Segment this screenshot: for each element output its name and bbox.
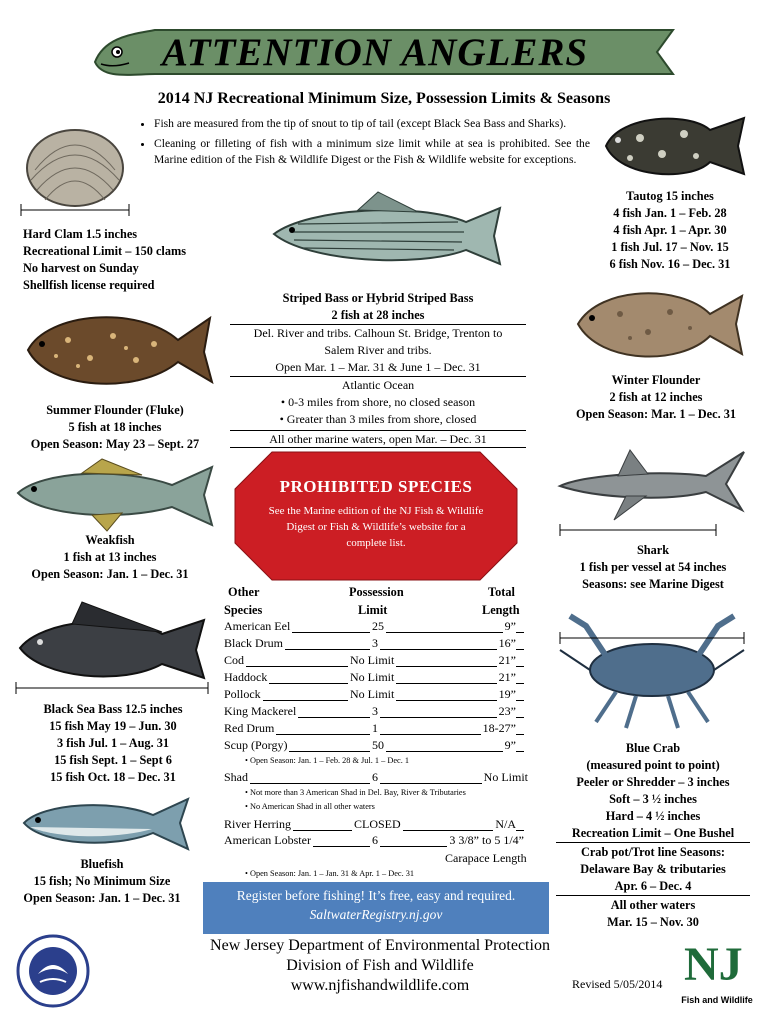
summer-flounder-info: Summer Flounder (Fluke) 5 fish at 18 inches Open Season: May 23 – Sept. 27 — [30, 403, 200, 451]
possession-limit: No Limit — [350, 670, 395, 684]
rule-item: • Cleaning or filleting of fish with a minimum size limit while at sea is prohibited. See the Marine edition of the Fish & Wildlife Digest or the Fish & Wildlife website for exceptions. — [154, 136, 590, 168]
nj-logo-caption: Fish and Wildlife — [681, 995, 753, 1005]
prohibited-title: PROHIBITED SPECIES — [279, 477, 473, 496]
divider — [230, 447, 526, 448]
possession-limit: No Limit — [350, 687, 395, 701]
scup-note: • Open Season: Jan. 1 – Feb. 28 & Jul. 1 – Dec. 1 — [245, 756, 409, 765]
table-row — [224, 670, 524, 686]
species-name: American Eel — [224, 619, 291, 633]
species-name: American Lobster — [224, 833, 311, 847]
species-name: Scup (Porgy) — [224, 738, 288, 752]
shark-image — [556, 446, 748, 538]
table-row — [224, 833, 524, 849]
possession-limit: 6 — [372, 833, 378, 847]
crab-other-waters: All other waters Mar. 15 – Nov. 30 — [607, 898, 699, 929]
hard-clam-image — [15, 110, 135, 220]
registry-link[interactable]: SaltwaterRegistry.nj.gov — [309, 907, 443, 922]
divider — [556, 842, 750, 843]
register-text: Register before fishing! It’s free, easy and required. — [236, 888, 516, 903]
total-length: 9” — [504, 738, 516, 752]
tautog-image — [600, 104, 748, 186]
table-row — [224, 704, 524, 720]
possession-limit: 6 — [372, 770, 378, 784]
species-name: Black Drum — [224, 636, 283, 650]
possession-limit: CLOSED — [354, 817, 401, 831]
possession-limit: 3 — [372, 636, 378, 650]
winter-flounder-image — [570, 278, 748, 370]
divider — [556, 895, 750, 896]
striped-bass-image — [268, 188, 504, 280]
nj-dep-seal-logo — [16, 934, 90, 1008]
header-limit: Possession — [349, 585, 404, 599]
shark-info: Shark 1 fish per vessel at 54 inches Seasons: see Marine Digest — [579, 543, 727, 591]
black-sea-bass-info: Black Sea Bass 12.5 inches 15 fish May 19 – Jun. 30 3 fish Jul. 1 – Aug. 31 15 fish Sept. 1 – Sept 6 15 fish Oct. 18 – Dec. 31 — [43, 702, 183, 784]
total-length: N/A — [495, 817, 516, 831]
species-name: River Herring — [224, 817, 291, 831]
striped-bass-river: Del. River and tribs. Calhoun St. Bridge, Trenton to Salem River and tribs. Open Mar. 1 – Mar. 31 & June 1 – Dec. 31 — [253, 326, 503, 374]
header-species: Other — [228, 585, 260, 599]
lobster-length-note: Carapace Length — [445, 851, 527, 865]
species-name: Haddock — [224, 670, 268, 684]
striped-bass-title: Striped Bass or Hybrid Striped Bass 2 fish at 28 inches — [282, 291, 474, 322]
possession-limit: 25 — [372, 619, 384, 633]
rules-list — [140, 116, 590, 172]
bluefish-info: Bluefish 15 fish; No Minimum Size Open Season: Jan. 1 – Dec. 31 — [23, 857, 181, 905]
table-row — [224, 619, 524, 635]
nj-fish-wildlife-logo — [682, 934, 752, 991]
prohibited-body: See the Marine edition of the NJ Fish & Wildlife Digest or Fish & Wildlife’s website for a complete list. — [268, 505, 484, 549]
nj-logo-text: NJ — [684, 938, 743, 991]
blue-crab-image — [556, 596, 748, 738]
rule-item: • Fish are measured from the tip of snout to tip of tail (except Black Sea Bass and Sharks). — [154, 116, 590, 132]
hard-clam-info: Hard Clam 1.5 inches Recreational Limit – 150 clams No harvest on Sunday Shellfish license required — [23, 227, 187, 292]
footer-agency — [170, 936, 590, 996]
lobster-note: • Open Season: Jan. 1 – Jan. 31 & Apr. 1 – Dec. 31 — [245, 869, 415, 878]
total-length: 18-27” — [482, 721, 516, 735]
crab-seasons-info: Crab pot/Trot line Seasons: Delaware Bay & tributaries Apr. 6 – Dec. 4 — [580, 845, 726, 893]
footer-line: Division of Fish and Wildlife — [286, 957, 474, 974]
tautog-info: Tautog 15 inches 4 fish Jan. 1 – Feb. 28 4 fish Apr. 1 – Apr. 30 1 fish Jul. 17 – Nov. 15 6 fish Nov. 16 – Dec. 31 — [609, 189, 731, 271]
species-name: Shad — [224, 770, 248, 784]
weakfish-info: Weakfish 1 fish at 13 inches Open Season: Jan. 1 – Dec. 31 — [31, 533, 189, 581]
revised-date: Revised 5/05/2014 — [572, 977, 663, 991]
species-name: King Mackerel — [224, 704, 297, 718]
header-length: Length — [482, 603, 520, 617]
species-name: Cod — [224, 653, 245, 667]
total-length: 9” — [504, 619, 516, 633]
weakfish-image — [12, 455, 217, 535]
bluefish-image — [18, 793, 193, 855]
footer-line: New Jersey Department of Environmental Protection — [210, 937, 550, 954]
blue-crab-info: Blue Crab (measured point to point) Peeler or Shredder – 3 inches Soft – 3 ½ inches Hard – 4 ½ inches Recreation Limit – One Bushel — [571, 741, 735, 840]
possession-limit: 3 — [372, 704, 378, 718]
possession-limit: No Limit — [350, 653, 395, 667]
table-row — [224, 721, 524, 737]
header-length: Total — [488, 585, 515, 599]
possession-limit: 1 — [372, 721, 378, 735]
species-name: Pollock — [224, 687, 261, 701]
black-sea-bass-image — [12, 598, 212, 698]
winter-flounder-info: Winter Flounder 2 fish at 12 inches Open Season: Mar. 1 – Dec. 31 — [575, 373, 737, 421]
table-row — [224, 687, 524, 703]
summer-flounder-image — [18, 300, 218, 400]
header-limit: Limit — [358, 603, 388, 617]
table-row — [224, 770, 528, 786]
total-length: 3 3/8” to 5 1/4” — [449, 833, 524, 847]
striped-bass-other: All other marine waters, open Mar. – Dec. 31 — [269, 432, 487, 446]
table-row — [224, 636, 524, 652]
total-length: 21” — [498, 670, 516, 684]
total-length: 23” — [498, 704, 516, 718]
prohibited-species-box — [234, 451, 518, 581]
total-length: 21” — [498, 653, 516, 667]
species-name: Red Drum — [224, 721, 275, 735]
table-row — [224, 817, 524, 833]
total-length: No Limit — [483, 770, 528, 784]
page-heading: 2014 NJ Recreational Minimum Size, Possession Limits & Seasons — [157, 90, 611, 107]
total-length: 19” — [498, 687, 516, 701]
shad-note: • Not more than 3 American Shad in Del. Bay, River & Tributaries — [245, 788, 466, 797]
possession-limit: 50 — [372, 738, 384, 752]
shad-note: • No American Shad in all other waters — [245, 802, 375, 811]
header-species: Species — [224, 603, 263, 617]
striped-bass-ocean: Atlantic Ocean • 0-3 miles from shore, no closed season • Greater than 3 miles from shore, closed — [279, 378, 477, 426]
banner-title: ATTENTION ANGLERS — [161, 31, 589, 74]
register-banner — [203, 882, 549, 934]
table-row — [224, 738, 524, 754]
footer-website[interactable]: www.njfishandwildlife.com — [290, 977, 470, 994]
table-row — [224, 653, 524, 669]
total-length: 16” — [498, 636, 516, 650]
